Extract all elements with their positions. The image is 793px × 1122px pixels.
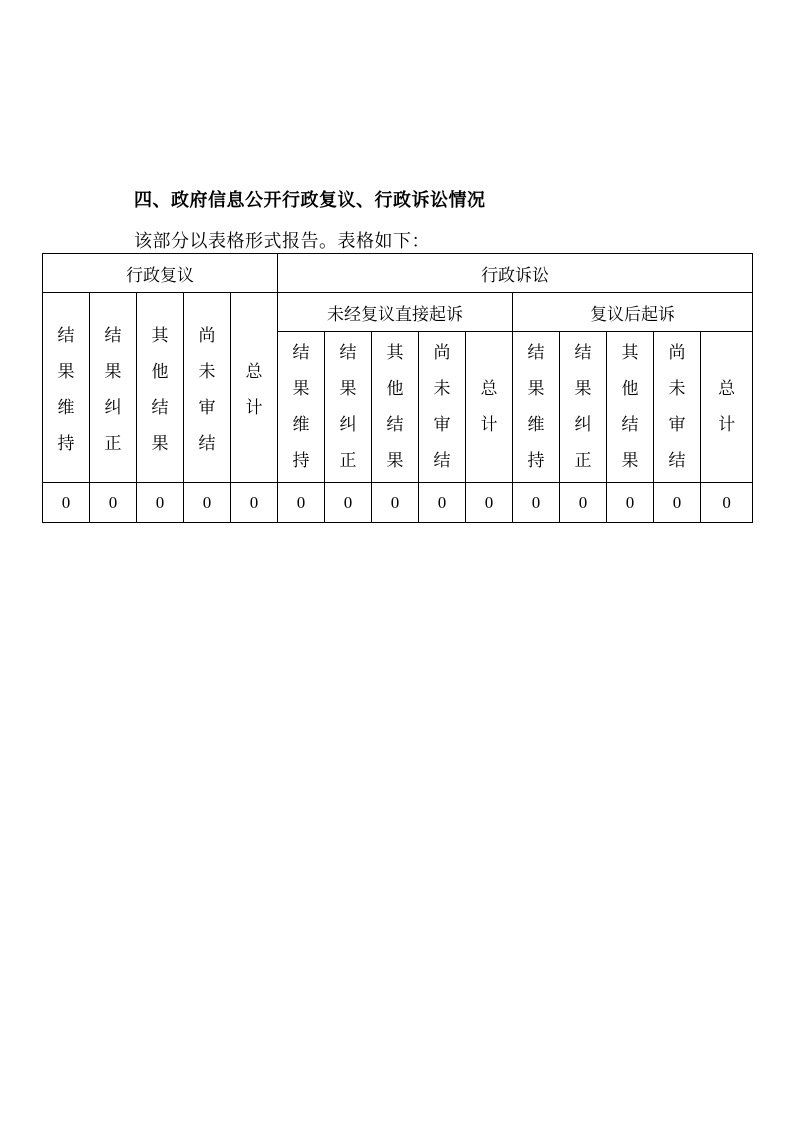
col-header-review-other: 其他结果 (137, 293, 184, 483)
value-cell: 0 (419, 483, 466, 523)
value-cell: 0 (372, 483, 419, 523)
col-header-review-corrected: 结果纠正 (90, 293, 137, 483)
header-admin-litigation: 行政诉讼 (278, 254, 753, 293)
intro-text: 该部分以表格形式报告。表格如下： (134, 231, 430, 252)
col-header-after-other: 其他结果 (607, 332, 654, 483)
value-cell: 0 (607, 483, 654, 523)
col-header-direct-total: 总计 (466, 332, 513, 483)
table-row (43, 483, 753, 523)
value-cell: 0 (466, 483, 513, 523)
col-header-after-total: 总计 (701, 332, 753, 483)
header-admin-review: 行政复议 (43, 254, 278, 293)
value-cell: 0 (137, 483, 184, 523)
value-cell: 0 (43, 483, 90, 523)
col-header-direct-other: 其他结果 (372, 332, 419, 483)
col-header-direct-pending: 尚未审结 (419, 332, 466, 483)
value-cell: 0 (278, 483, 325, 523)
header-direct-suit: 未经复议直接起诉 (278, 293, 513, 332)
value-cell: 0 (231, 483, 278, 523)
disclosure-review-table (42, 253, 753, 523)
value-cell: 0 (701, 483, 753, 523)
col-header-review-pending: 尚未审结 (184, 293, 231, 483)
col-header-review-upheld: 结果维持 (43, 293, 90, 483)
col-header-after-pending: 尚未审结 (654, 332, 701, 483)
col-header-direct-upheld: 结果维持 (278, 332, 325, 483)
col-header-direct-corrected: 结果纠正 (325, 332, 372, 483)
header-suit-after-review: 复议后起诉 (513, 293, 753, 332)
col-header-after-upheld: 结果维持 (513, 332, 560, 483)
value-cell: 0 (325, 483, 372, 523)
value-cell: 0 (184, 483, 231, 523)
section-title: 四、政府信息公开行政复议、行政诉讼情况 (134, 190, 486, 211)
col-header-after-corrected: 结果纠正 (560, 332, 607, 483)
col-header-review-total: 总计 (231, 293, 278, 483)
value-cell: 0 (560, 483, 607, 523)
value-cell: 0 (654, 483, 701, 523)
value-cell: 0 (90, 483, 137, 523)
value-cell: 0 (513, 483, 560, 523)
